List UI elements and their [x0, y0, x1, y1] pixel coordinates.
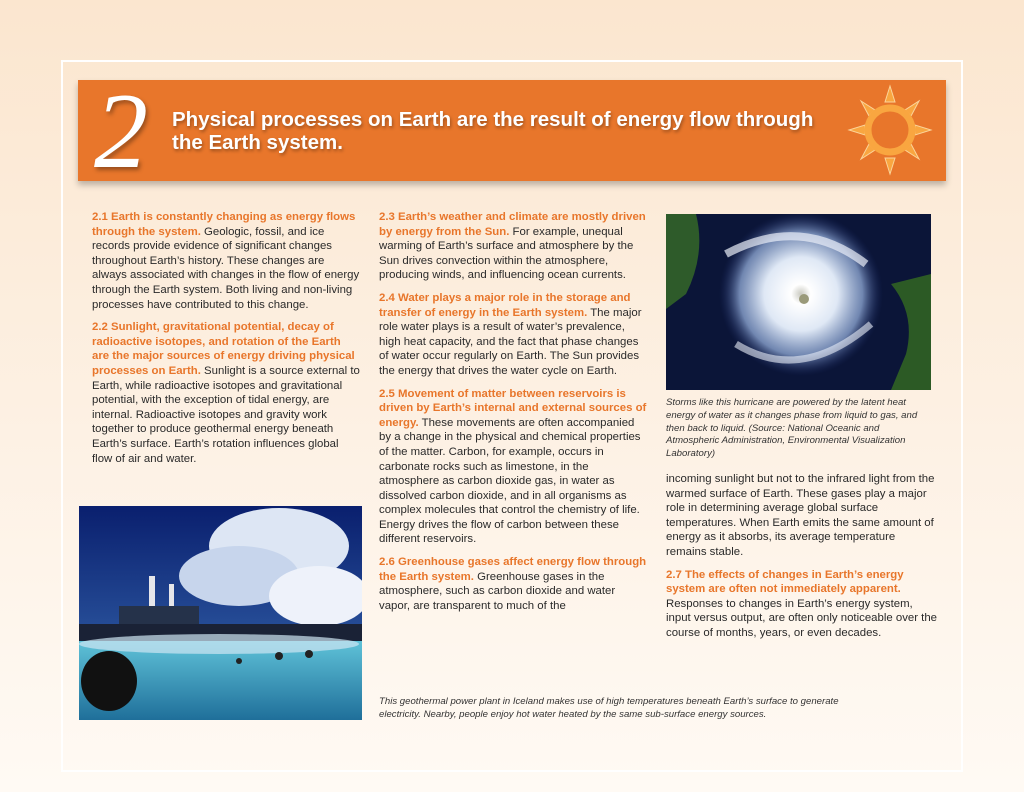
column-right: [666, 472, 938, 649]
section-2-1: [92, 210, 360, 312]
section-2-4-heading: 2.4 Water plays a major role in the storage and transfer of energy in the Earth system.: [379, 291, 631, 319]
section-2-6-heading: 2.6 Greenhouse gases affect energy flow through the Earth system.: [379, 556, 647, 583]
section-2-2-body: Sunlight is a source external to Earth, while radioactive isotopes and gravitational potential, with the exception of tidal energy, are internal. Radioactive isotopes and gravity work together to produce geothermal energy beneath Earth’s surface. Earth’s rotation influences global flow of air and water.: [92, 364, 360, 465]
section-2-6: [379, 555, 647, 613]
section-title: Physical processes on Earth are the result of energy flow through the Earth system.: [172, 108, 814, 154]
section-2-5-body: These movements are often accompanied by a change in the physical and chemical properties of the matter. Carbon, for example, occurs in carbonate rocks such as limestone, in the atmosphere as carbon dioxide gas, in water as dissolved carbon dioxide, and in all organisms as complex molecules that control the chemistry of life. Energy drives the flow of carbon between these different reservoirs.: [379, 416, 641, 546]
column-left: [92, 210, 360, 474]
section-2-4-body: The major role water plays is a result of water’s prevalence, high heat capacity, and the fact that phase changes of water occur regularly on Earth. The Sun provides the energy that drives the water cycle on Earth.: [379, 306, 642, 377]
section-2-5-heading: 2.5 Movement of matter between reservoirs is driven by Earth’s internal and external sources of energy.: [379, 387, 647, 429]
column-middle: [379, 210, 647, 621]
section-2-5: [379, 387, 647, 548]
sun-icon: [845, 82, 935, 178]
section-2-3-body: For example, unequal warming of Earth’s surface and atmosphere by the Sun drives convection within the atmosphere, producing winds, and influencing ocean currents.: [379, 225, 634, 282]
hurricane-image: [666, 214, 931, 390]
geothermal-plant-image: [79, 506, 362, 720]
section-2-3-heading: 2.3 Earth’s weather and climate are mostly driven by energy from the Sun.: [379, 211, 646, 238]
section-2-4: [379, 291, 647, 379]
section-2-1-body: Geologic, fossil, and ice records provide evidence of significant changes throughout Earth’s history. These changes are always associated with changes in the flow of energy through the Earth system. Both living and non-living processes have contributed to this change.: [92, 225, 360, 311]
geothermal-caption: This geothermal power plant in Iceland makes use of high temperatures beneath Earth’s surface to generate electricity. Nearby, people enjoy hot water heated by the same sub-surface energy sources.: [379, 696, 839, 720]
section-2-1-heading: 2.1 Earth is constantly changing as energy flows through the system.: [92, 211, 356, 238]
section-2-2: [92, 320, 360, 466]
section-2-3: [379, 210, 647, 283]
section-number: 2: [94, 72, 148, 191]
section-2-7: [666, 568, 938, 641]
section-2-7-heading: 2.7 The effects of changes in Earth’s energy system are often not immediately apparent.: [666, 568, 904, 596]
section-2-6-continued: incoming sunlight but not to the infrared light from the warmed surface of Earth. These gases play a major role in determining average global surface temperatures. When Earth emits the same amount of energy as it absorbs, its average temperature remains stable.: [666, 473, 935, 558]
section-2-7-body: Responses to changes in Earth’s energy system, input versus output, are often only noticeable over the course of months, years, or even decades.: [666, 597, 938, 639]
section-2-2-heading: 2.2 Sunlight, gravitational potential, decay of radioactive isotopes, and rotation of the Earth are the major sources of energy driving physical processes on Earth.: [92, 321, 355, 377]
hurricane-caption: Storms like this hurricane are powered by the latent heat energy of water as it changes phase from liquid to gas, and then back to liquid. (Source: National Oceanic and Atmospheric Administration, Environmental Visualization Laboratory): [666, 397, 918, 460]
section-2-6-body: Greenhouse gases in the atmosphere, such as carbon dioxide and water vapor, are transparent to much of the: [379, 570, 616, 612]
